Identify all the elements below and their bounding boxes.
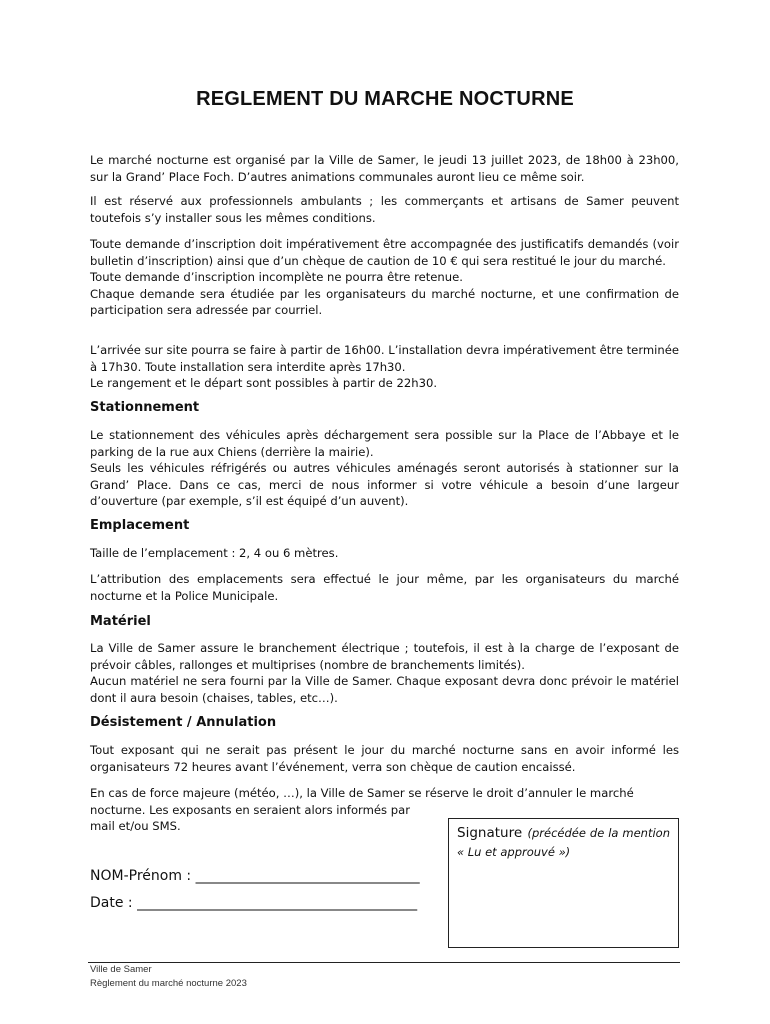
emplacement-attribution-text: L’attribution des emplacements sera effectué le jour même, par les organisateurs du marché nocturne et la Police Municipale. — [90, 572, 679, 603]
desistement-heading: Désistement / Annulation — [90, 715, 277, 730]
inscription-incomplete-text: Toute demande d’inscription incomplète ne pourra être retenue. — [90, 270, 463, 284]
nom-prenom-label: NOM-Prénom : — [90, 868, 196, 884]
date-field[interactable] — [90, 895, 417, 911]
signature-box[interactable] — [448, 818, 679, 948]
annulation-line-3: mail et/ou SMS. — [90, 819, 181, 833]
stationnement-heading: Stationnement — [90, 400, 200, 415]
document-title: REGLEMENT DU MARCHE NOCTURNE — [196, 88, 574, 110]
nom-prenom-field[interactable] — [90, 868, 420, 884]
footer-organization: Ville de Samer — [90, 964, 152, 975]
inscription-review-text: Chaque demande sera étudiée par les organisateurs du marché nocturne, et une confirmation de participation sera adressée par courriel. — [90, 286, 679, 317]
intro-paragraph-inscription — [90, 236, 679, 319]
emplacement-size-text: Taille de l’emplacement : 2, 4 ou 6 mètres. — [90, 546, 339, 560]
footer-document-name: Règlement du marché nocturne 2023 — [90, 978, 247, 989]
footer-divider — [88, 962, 680, 963]
materiel-section — [90, 640, 679, 706]
date-label: Date : — [90, 895, 138, 911]
inscription-requirements-text: Toute demande d’inscription doit impérativement être accompagnée des justificatifs demandés (voir bulletin d’inscription) ainsi que d’un chèque de caution de 10 € qui sera restitué le jour du marché. — [90, 237, 679, 268]
signature-text — [457, 823, 670, 861]
annulation-line-1: En cas de force majeure (météo, …), la Ville de Samer se réserve le droit d’annuler le marché — [90, 786, 634, 800]
nom-prenom-blank[interactable]: ________________________________ — [195, 868, 420, 884]
signature-label: Signature — [457, 825, 523, 841]
date-blank[interactable]: ________________________________________ — [137, 895, 418, 911]
departure-text: Le rangement et le départ sont possibles à partir de 22h30. — [90, 376, 438, 390]
intro-paragraph-eligibility: Il est réservé aux professionnels ambulants ; les commerçants et artisans de Samer peuvent toutefois s’y installer sous les mêmes conditions. — [90, 194, 679, 225]
stationnement-paragraph-1: Le stationnement des véhicules après déchargement sera possible sur la Place de l’Abbaye et le parking de la rue aux Chiens (derrière la mairie). — [90, 428, 679, 459]
intro-paragraph-arrival — [90, 342, 679, 392]
materiel-heading: Matériel — [90, 614, 151, 629]
arrival-text: L’arrivée sur site pourra se faire à partir de 16h00. L’installation devra impérativement être terminée à 17h30. Toute installation sera interdite après 17h30. — [90, 343, 680, 374]
materiel-paragraph-1: La Ville de Samer assure le branchement électrique ; toutefois, il est à la charge de l’exposant de prévoir câbles, rallonges et multiprises (nombre de branchements limités). — [90, 641, 679, 672]
intro-paragraph-date: Le marché nocturne est organisé par la Ville de Samer, le jeudi 13 juillet 2023, de 18h00 à 23h00, sur la Grand’ Place Foch. D’autres animations communales auront lieu ce même soir. — [90, 153, 679, 184]
stationnement-section — [90, 427, 679, 510]
stationnement-paragraph-2: Seuls les véhicules réfrigérés ou autres véhicules aménagés seront autorisés à stationner sur la Grand’ Place. Dans ce cas, merci de nous informer si votre véhicule a besoin d’une largeur d’ouverture (par exemple, s’il est équipé d’un auvent). — [90, 461, 679, 508]
emplacement-heading: Emplacement — [90, 518, 190, 533]
signature-note: (précédée de la mention « Lu et approuvé ») — [457, 826, 670, 859]
desistement-paragraph-1: Tout exposant qui ne serait pas présent le jour du marché nocturne sans en avoir informé les organisateurs 72 heures avant l’événement, verra son chèque de caution encaissé. — [90, 743, 679, 774]
annulation-line-2: nocturne. Les exposants en seraient alors informés par — [90, 802, 410, 817]
materiel-paragraph-2: Aucun matériel ne sera fourni par la Ville de Samer. Chaque exposant devra donc prévoir le matériel dont il aura besoin (chaises, tables, etc…). — [90, 674, 679, 705]
